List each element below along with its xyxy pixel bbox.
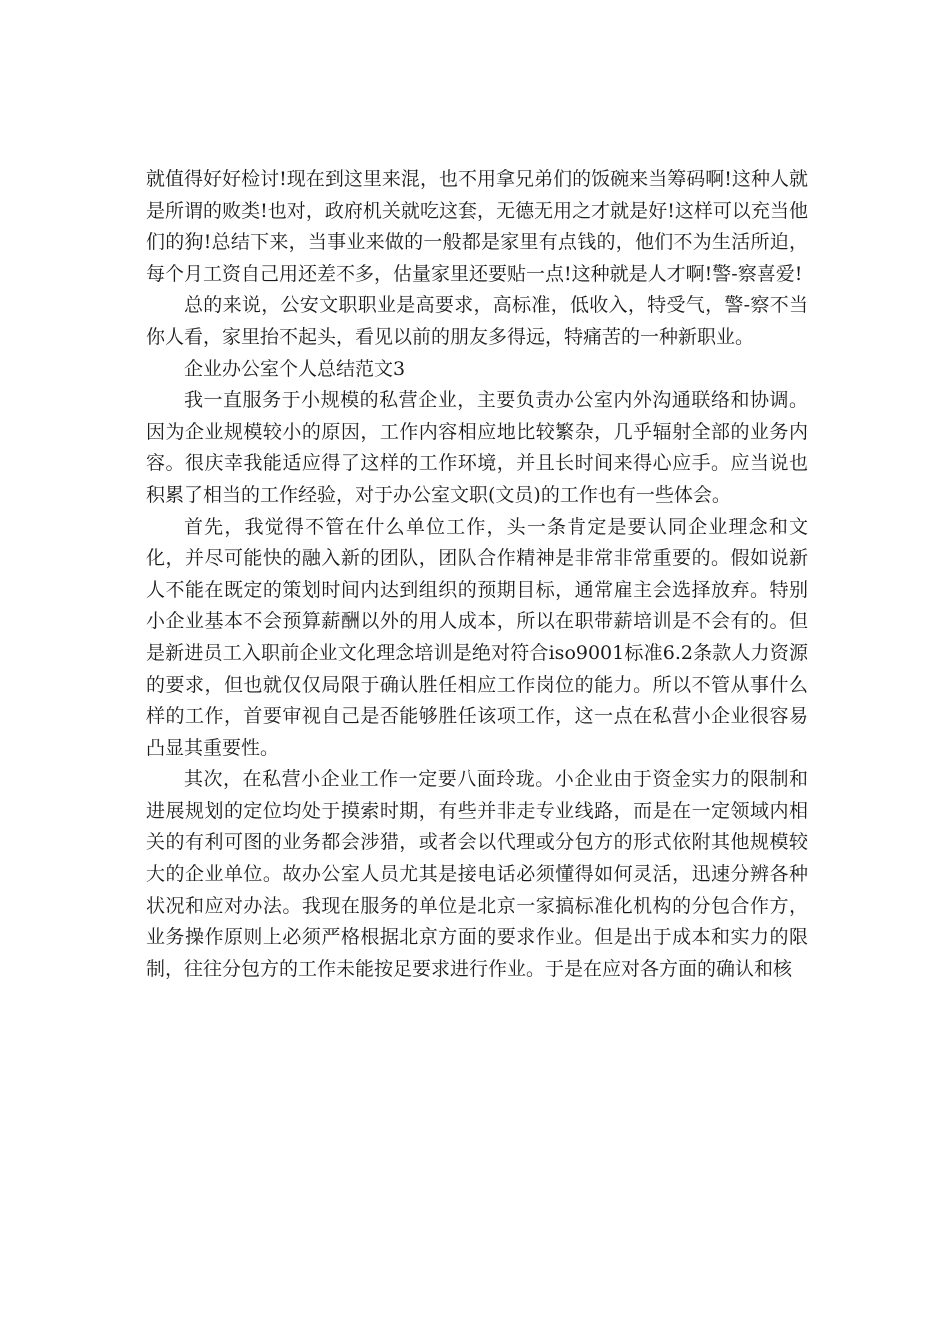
document-page <box>146 164 808 985</box>
paragraph-summary: 总的来说，公安文职职业是高要求，高标准，低收入，特受气，警-察不当你人看，家里抬不起头，看见以前的朋友多得远，特痛苦的一种新职业。 <box>146 294 808 348</box>
paragraph-intro: 我一直服务于小规模的私营企业，主要负责办公室内外沟通联络和协调。因为企业规模较小的原因，工作内容相应地比较繁杂，几乎辐射全部的业务内容。很庆幸我能适应得了这样的工作环境，并且长时间来得心应手。应当说也积累了相当的工作经验，对于办公室文职(文员)的工作也有一些体会。 <box>146 389 808 506</box>
paragraph-continued: 就值得好好检讨!现在到这里来混，也不用拿兄弟们的饭碗来当筹码啊!这种人就是所谓的败类!也对，政府机关就吃这套，无德无用之才就是好!这样可以充当他们的狗!总结下来，当事业来做的一般都是家里有点钱的，他们不为生活所迫，每个月工资自己用还差不多，估量家里还要贴一点!这种就是人才啊!警-察喜爱! <box>146 168 808 285</box>
paragraph-second: 其次，在私营小企业工作一定要八面玲珑。小企业由于资金实力的限制和进展规划的定位均处于摸索时期，有些并非走专业线路，而是在一定领域内相关的有利可图的业务都会涉猎，或者会以代理或分包方的形式依附其他规模较大的企业单位。故办公室人员尤其是接电话必须懂得如何灵活，迅速分辨各种状况和应对办法。我现在服务的单位是北京一家搞标准化机构的分包合作方，业务操作原则上必须严格根据北京方面的要求作业。但是出于成本和实力的限制，往往分包方的工作未能按足要求进行作业。于是在应对各方面的确认和核 <box>146 768 808 980</box>
section-heading: 企业办公室个人总结范文3 <box>184 357 406 380</box>
paragraph-first: 首先，我觉得不管在什么单位工作，头一条肯定是要认同企业理念和文化，并尽可能快的融入新的团队，团队合作精神是非常非常重要的。假如说新人不能在既定的策划时间内达到组织的预期目标，通常雇主会选择放弃。特别小企业基本不会预算薪酬以外的用人成本，所以在职带薪培训是不会有的。但是新进员工入职前企业文化理念培训是绝对符合iso9001标准6.2条款人力资源的要求，但也就仅仅局限于确认胜任相应工作岗位的能力。所以不管从事什么样的工作，首要审视自己是否能够胜任该项工作，这一点在私营小企业很容易凸显其重要性。 <box>146 515 808 759</box>
